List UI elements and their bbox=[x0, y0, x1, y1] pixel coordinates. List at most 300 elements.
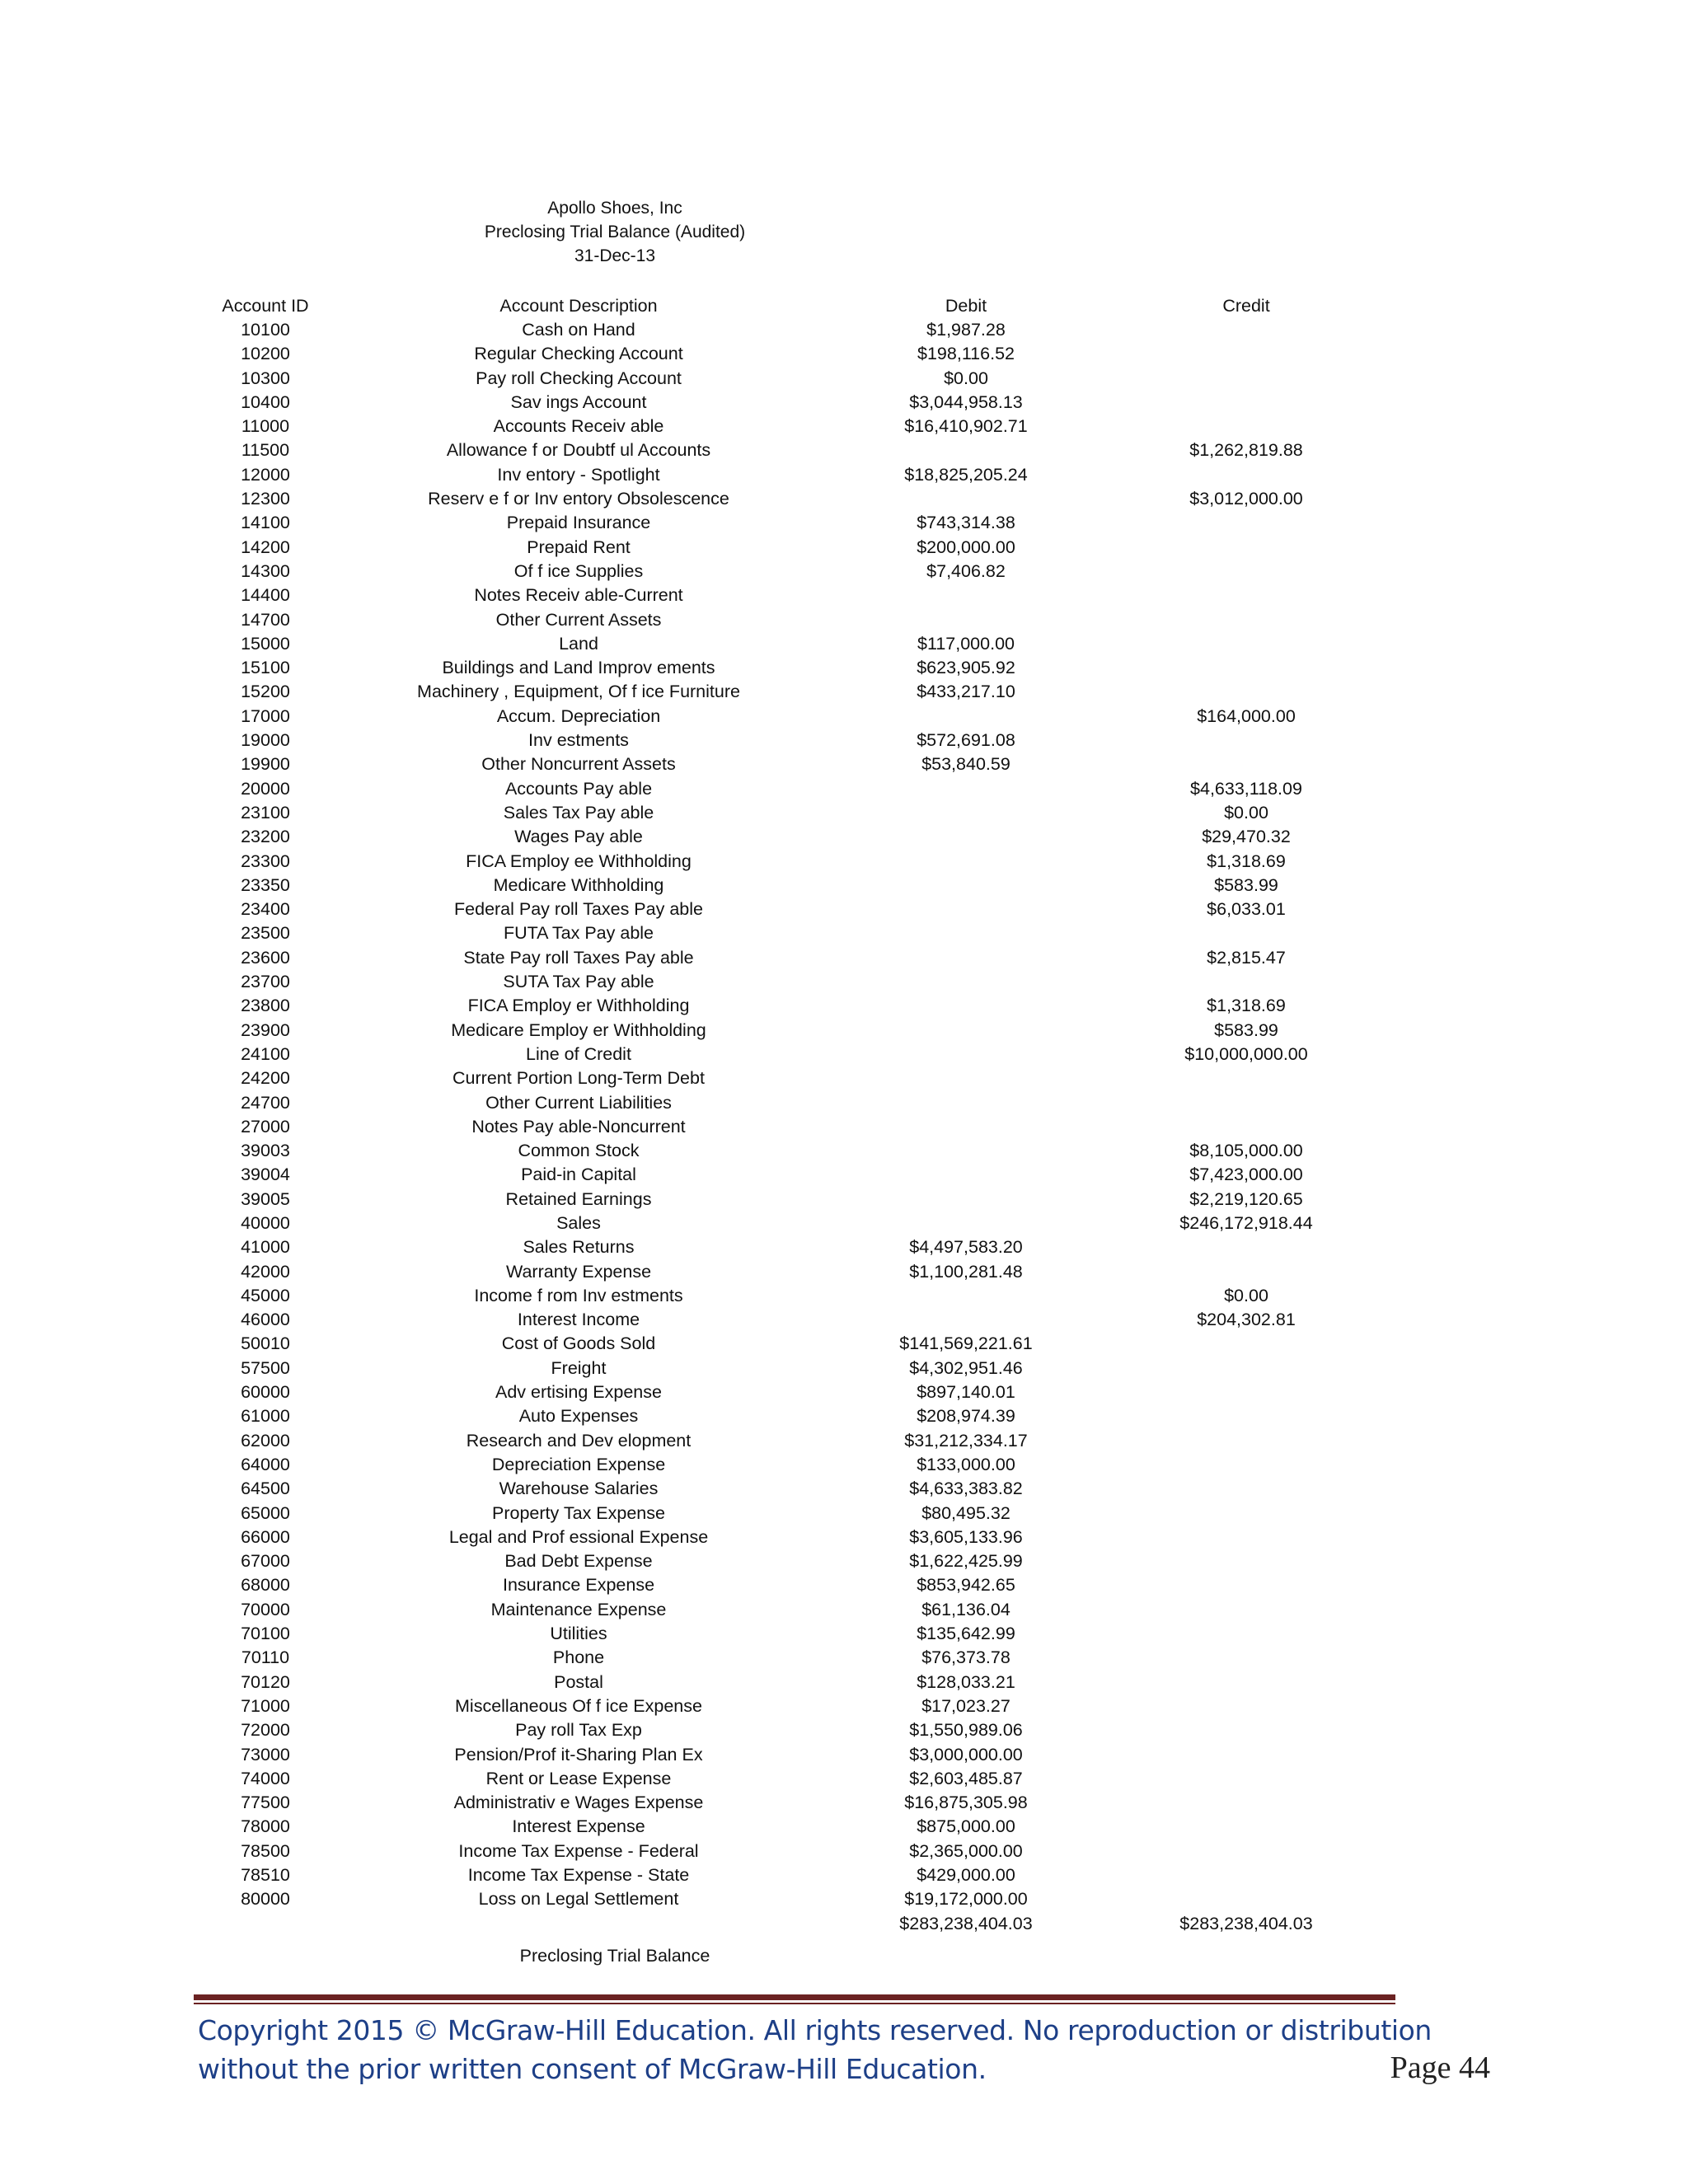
account-id: 23300 bbox=[241, 851, 290, 871]
credit-amount: $204,302.81 bbox=[1197, 1310, 1296, 1330]
total-debit: $283,238,404.03 bbox=[899, 1913, 1033, 1933]
table-row bbox=[183, 921, 1370, 945]
debit-amount: $117,000.00 bbox=[917, 633, 1015, 654]
credit-amount bbox=[1123, 656, 1370, 680]
table-row bbox=[183, 994, 1370, 1018]
debit-amount: $141,569,221.61 bbox=[899, 1333, 1033, 1354]
debit-amount bbox=[809, 850, 1123, 874]
credit-amount bbox=[1123, 1115, 1370, 1139]
company-name: Apollo Shoes, Inc bbox=[547, 199, 682, 218]
table-row bbox=[183, 1549, 1370, 1573]
credit-amount bbox=[1123, 1477, 1370, 1501]
debit-amount: $200,000.00 bbox=[917, 537, 1015, 557]
account-id: 41000 bbox=[241, 1237, 290, 1258]
debit-amount bbox=[809, 1091, 1123, 1115]
table-row bbox=[183, 1380, 1370, 1404]
report-header bbox=[0, 196, 1230, 268]
debit-amount bbox=[809, 921, 1123, 945]
account-id: 19900 bbox=[241, 754, 290, 775]
account-description: Land bbox=[559, 633, 598, 654]
account-description: Warranty Expense bbox=[505, 1261, 652, 1282]
account-description: Line of Credit bbox=[526, 1043, 631, 1064]
table-row bbox=[183, 1573, 1370, 1597]
footer-rule-thick bbox=[194, 1994, 1395, 2000]
table-row bbox=[183, 560, 1370, 583]
account-id: 39004 bbox=[241, 1165, 290, 1185]
account-description: Pension/Prof it-Sharing Plan Ex bbox=[454, 1744, 703, 1765]
debit-amount: $429,000.00 bbox=[917, 1865, 1015, 1885]
account-description: Cost of Goods Sold bbox=[501, 1333, 656, 1354]
debit-amount: $61,136.04 bbox=[921, 1599, 1010, 1619]
account-id: 61000 bbox=[241, 1406, 290, 1427]
debit-amount bbox=[809, 1163, 1123, 1187]
debit-amount: $3,044,958.13 bbox=[909, 391, 1023, 412]
table-row bbox=[183, 1308, 1370, 1332]
debit-amount bbox=[809, 705, 1123, 729]
col-header-description: Account Description bbox=[499, 295, 658, 316]
account-description: Sales Tax Pay able bbox=[503, 802, 654, 823]
credit-amount bbox=[1123, 560, 1370, 583]
credit-amount bbox=[1123, 1091, 1370, 1115]
account-id: 68000 bbox=[241, 1575, 290, 1596]
debit-amount bbox=[809, 946, 1123, 970]
credit-amount bbox=[1123, 1380, 1370, 1404]
account-id: 23900 bbox=[241, 1019, 290, 1040]
table-footer-label: Preclosing Trial Balance bbox=[519, 1946, 710, 1966]
table-row bbox=[183, 367, 1370, 391]
account-id: 40000 bbox=[241, 1212, 290, 1233]
credit-amount bbox=[1123, 632, 1370, 656]
table-row bbox=[183, 415, 1370, 438]
debit-amount: $1,622,425.99 bbox=[909, 1551, 1023, 1572]
debit-amount bbox=[809, 1043, 1123, 1066]
debit-amount: $7,406.82 bbox=[926, 560, 1006, 581]
credit-amount bbox=[1123, 511, 1370, 535]
credit-amount: $1,318.69 bbox=[1207, 996, 1286, 1016]
table-row bbox=[183, 1502, 1370, 1526]
account-description: Reserv e f or Inv entory Obsolescence bbox=[428, 489, 729, 509]
credit-amount bbox=[1123, 1840, 1370, 1863]
account-id: 39003 bbox=[241, 1141, 290, 1161]
copyright-notice bbox=[198, 2011, 1434, 2088]
account-description: Pay roll Tax Exp bbox=[515, 1720, 642, 1741]
report-title: Preclosing Trial Balance (Audited) bbox=[484, 223, 746, 241]
credit-amount: $3,012,000.00 bbox=[1189, 489, 1303, 509]
account-description: Accum. Depreciation bbox=[496, 705, 661, 726]
table-row bbox=[183, 1163, 1370, 1187]
debit-amount: $17,023.27 bbox=[921, 1695, 1010, 1716]
credit-amount bbox=[1123, 970, 1370, 994]
account-id: 23100 bbox=[241, 802, 290, 823]
account-description: Notes Pay able-Noncurrent bbox=[471, 1116, 686, 1137]
account-description: Income Tax Expense - State bbox=[467, 1865, 690, 1885]
table-row bbox=[183, 1646, 1370, 1670]
account-id: 27000 bbox=[241, 1116, 290, 1137]
debit-amount: $2,365,000.00 bbox=[909, 1840, 1023, 1861]
account-id: 78510 bbox=[241, 1865, 290, 1885]
credit-amount bbox=[1123, 415, 1370, 438]
account-description: Common Stock bbox=[518, 1141, 640, 1161]
table-row bbox=[183, 1284, 1370, 1308]
credit-amount bbox=[1123, 367, 1370, 391]
table-row bbox=[183, 1235, 1370, 1259]
table-row bbox=[183, 801, 1370, 825]
credit-amount: $583.99 bbox=[1214, 874, 1278, 895]
account-description: FICA Employ ee Withholding bbox=[466, 851, 692, 871]
debit-amount: $128,033.21 bbox=[917, 1671, 1015, 1692]
account-id: 10100 bbox=[241, 320, 290, 340]
totals-row bbox=[183, 1912, 1370, 1936]
account-description: Machinery , Equipment, Of f ice Furniture bbox=[417, 682, 740, 702]
credit-amount bbox=[1123, 536, 1370, 560]
account-description: State Pay roll Taxes Pay able bbox=[463, 947, 694, 968]
account-id: 70100 bbox=[241, 1624, 290, 1644]
account-id: 12300 bbox=[241, 489, 290, 509]
account-description: Maintenance Expense bbox=[490, 1599, 667, 1619]
account-id: 66000 bbox=[241, 1526, 290, 1547]
table-row bbox=[183, 583, 1370, 607]
table-row bbox=[183, 1260, 1370, 1284]
account-description: Current Portion Long-Term Debt bbox=[452, 1068, 705, 1089]
table-header-row bbox=[183, 293, 1370, 318]
account-description: Warehouse Salaries bbox=[499, 1479, 659, 1499]
table-row bbox=[183, 438, 1370, 462]
account-id: 23200 bbox=[241, 827, 290, 847]
account-id: 12000 bbox=[241, 464, 290, 485]
credit-amount bbox=[1123, 608, 1370, 632]
account-id: 23350 bbox=[241, 874, 290, 895]
debit-amount bbox=[809, 1284, 1123, 1308]
account-id: 11000 bbox=[241, 416, 290, 437]
table-row bbox=[183, 1139, 1370, 1163]
account-description: Interest Income bbox=[517, 1310, 640, 1330]
account-description: Auto Expenses bbox=[518, 1406, 639, 1427]
table-row bbox=[183, 825, 1370, 849]
debit-amount: $208,974.39 bbox=[917, 1406, 1015, 1427]
account-description: Buildings and Land Improv ements bbox=[442, 658, 715, 678]
debit-amount bbox=[809, 970, 1123, 994]
debit-amount: $897,140.01 bbox=[917, 1382, 1015, 1403]
account-description: Pay roll Checking Account bbox=[476, 368, 682, 388]
account-id: 24700 bbox=[241, 1092, 290, 1113]
debit-amount bbox=[809, 583, 1123, 607]
account-id: 15000 bbox=[241, 633, 290, 654]
account-description: Of f ice Supplies bbox=[513, 560, 644, 581]
debit-amount bbox=[809, 801, 1123, 825]
account-description: Phone bbox=[552, 1647, 605, 1668]
credit-amount: $583.99 bbox=[1214, 1019, 1278, 1040]
credit-amount bbox=[1123, 1718, 1370, 1742]
debit-amount: $4,302,951.46 bbox=[909, 1357, 1023, 1378]
credit-amount bbox=[1123, 1404, 1370, 1428]
debit-amount: $4,497,583.20 bbox=[909, 1237, 1023, 1258]
credit-amount bbox=[1123, 752, 1370, 776]
account-description: Insurance Expense bbox=[502, 1575, 655, 1596]
table-row bbox=[183, 391, 1370, 415]
credit-amount: $2,219,120.65 bbox=[1189, 1188, 1303, 1209]
table-row bbox=[183, 1115, 1370, 1139]
credit-amount bbox=[1123, 1743, 1370, 1767]
account-id: 10300 bbox=[241, 368, 290, 388]
table-row bbox=[183, 1622, 1370, 1646]
copyright-line-1: Copyright 2015 © McGraw-Hill Education. All rights reserved. No reproduction or distribution bbox=[198, 2014, 1432, 2046]
debit-amount: $623,905.92 bbox=[917, 658, 1015, 678]
table-row bbox=[183, 1043, 1370, 1066]
account-id: 46000 bbox=[241, 1310, 290, 1330]
account-id: 57500 bbox=[241, 1357, 290, 1378]
credit-amount bbox=[1123, 463, 1370, 487]
account-id: 80000 bbox=[241, 1889, 290, 1910]
table-row bbox=[183, 463, 1370, 487]
account-description: Paid-in Capital bbox=[521, 1165, 636, 1185]
credit-amount bbox=[1123, 1815, 1370, 1839]
debit-amount bbox=[809, 1139, 1123, 1163]
account-description: Freight bbox=[551, 1357, 607, 1378]
account-id: 14100 bbox=[241, 513, 290, 533]
credit-amount bbox=[1123, 1671, 1370, 1694]
debit-amount: $572,691.08 bbox=[917, 730, 1015, 751]
table-row bbox=[183, 536, 1370, 560]
account-description: Research and Dev elopment bbox=[466, 1430, 692, 1451]
account-id: 78500 bbox=[241, 1840, 290, 1861]
account-id: 10400 bbox=[241, 391, 290, 412]
credit-amount bbox=[1123, 1235, 1370, 1259]
account-description: Depreciation Expense bbox=[491, 1454, 666, 1474]
account-description: Wages Pay able bbox=[514, 827, 643, 847]
credit-amount bbox=[1123, 1694, 1370, 1718]
account-description: Property Tax Expense bbox=[492, 1502, 665, 1523]
account-description: Utilities bbox=[550, 1624, 607, 1644]
account-description: FICA Employ er Withholding bbox=[467, 996, 690, 1016]
debit-amount: $53,840.59 bbox=[921, 754, 1010, 775]
table-row bbox=[183, 777, 1370, 801]
debit-amount: $135,642.99 bbox=[917, 1624, 1015, 1644]
account-description: FUTA Tax Pay able bbox=[503, 923, 654, 944]
credit-amount bbox=[1123, 583, 1370, 607]
table-row bbox=[183, 1429, 1370, 1453]
debit-amount: $1,100,281.48 bbox=[909, 1261, 1023, 1282]
table-row bbox=[183, 680, 1370, 704]
account-description: Other Current Liabilities bbox=[485, 1092, 672, 1113]
account-id: 67000 bbox=[241, 1551, 290, 1572]
debit-amount: $1,550,989.06 bbox=[909, 1720, 1023, 1741]
account-description: Inv estments bbox=[528, 730, 629, 751]
account-id: 77500 bbox=[241, 1793, 290, 1813]
table-row bbox=[183, 1694, 1370, 1718]
credit-amount: $1,262,819.88 bbox=[1189, 440, 1303, 461]
account-description: Other Noncurrent Assets bbox=[481, 754, 676, 775]
debit-amount bbox=[809, 994, 1123, 1018]
debit-amount: $1,987.28 bbox=[926, 320, 1006, 340]
account-description: Prepaid Insurance bbox=[506, 513, 651, 533]
account-description: Income f rom Inv estments bbox=[474, 1285, 683, 1305]
debit-amount: $16,410,902.71 bbox=[904, 416, 1028, 437]
credit-amount bbox=[1123, 1357, 1370, 1380]
account-id: 14300 bbox=[241, 560, 290, 581]
table-row bbox=[183, 1718, 1370, 1742]
account-id: 72000 bbox=[241, 1720, 290, 1741]
debit-amount: $433,217.10 bbox=[917, 682, 1015, 702]
account-id: 42000 bbox=[241, 1261, 290, 1282]
credit-amount: $1,318.69 bbox=[1207, 851, 1286, 871]
account-id: 23600 bbox=[241, 947, 290, 968]
table-row bbox=[183, 898, 1370, 921]
debit-amount: $76,373.78 bbox=[921, 1647, 1010, 1668]
debit-amount bbox=[809, 608, 1123, 632]
table-row bbox=[183, 632, 1370, 656]
account-id: 24100 bbox=[241, 1043, 290, 1064]
debit-amount: $19,172,000.00 bbox=[904, 1889, 1028, 1910]
account-description: Interest Expense bbox=[512, 1816, 645, 1837]
credit-amount bbox=[1123, 1502, 1370, 1526]
account-id: 78000 bbox=[241, 1816, 290, 1837]
account-description: Allowance f or Doubtf ul Accounts bbox=[446, 440, 711, 461]
debit-amount bbox=[809, 1115, 1123, 1139]
account-id: 15100 bbox=[241, 658, 290, 678]
debit-amount bbox=[809, 825, 1123, 849]
table-row bbox=[183, 970, 1370, 994]
credit-amount: $0.00 bbox=[1224, 1285, 1268, 1305]
debit-amount: $3,605,133.96 bbox=[909, 1526, 1023, 1547]
account-description: Income Tax Expense - Federal bbox=[458, 1840, 699, 1861]
account-id: 19000 bbox=[241, 730, 290, 751]
account-description: Other Current Assets bbox=[495, 609, 662, 630]
account-id: 17000 bbox=[241, 705, 290, 726]
credit-amount bbox=[1123, 342, 1370, 366]
credit-amount bbox=[1123, 1598, 1370, 1622]
debit-amount bbox=[809, 1212, 1123, 1235]
credit-amount bbox=[1123, 921, 1370, 945]
account-description: Sales bbox=[556, 1212, 601, 1233]
account-description: Inv entory - Spotlight bbox=[497, 464, 660, 485]
account-description: Sales Returns bbox=[523, 1237, 635, 1258]
debit-amount: $0.00 bbox=[944, 368, 988, 388]
account-id: 62000 bbox=[241, 1430, 290, 1451]
table-row bbox=[183, 705, 1370, 729]
trial-balance-table bbox=[183, 293, 1370, 1936]
account-id: 64500 bbox=[241, 1479, 290, 1499]
account-id: 65000 bbox=[241, 1502, 290, 1523]
table-row bbox=[183, 850, 1370, 874]
account-id: 74000 bbox=[241, 1768, 290, 1788]
credit-amount bbox=[1123, 1549, 1370, 1573]
account-id: 10200 bbox=[241, 344, 290, 364]
account-description: Adv ertising Expense bbox=[495, 1382, 662, 1403]
debit-amount bbox=[809, 1019, 1123, 1043]
account-id: 70000 bbox=[241, 1599, 290, 1619]
debit-amount bbox=[809, 1308, 1123, 1332]
table-row bbox=[183, 342, 1370, 366]
table-row bbox=[183, 1477, 1370, 1501]
table-row bbox=[183, 656, 1370, 680]
account-id: 23800 bbox=[241, 996, 290, 1016]
credit-amount: $0.00 bbox=[1224, 802, 1268, 823]
account-id: 39005 bbox=[241, 1188, 290, 1209]
credit-amount: $8,105,000.00 bbox=[1189, 1141, 1303, 1161]
table-row bbox=[183, 1066, 1370, 1090]
account-description: Postal bbox=[554, 1671, 603, 1692]
col-header-debit: Debit bbox=[945, 295, 987, 316]
col-header-credit: Credit bbox=[1222, 295, 1270, 316]
credit-amount bbox=[1123, 1332, 1370, 1356]
account-id: 20000 bbox=[241, 778, 290, 799]
debit-amount: $875,000.00 bbox=[917, 1816, 1015, 1837]
account-id: 60000 bbox=[241, 1382, 290, 1403]
debit-amount: $3,000,000.00 bbox=[909, 1744, 1023, 1765]
debit-amount bbox=[809, 777, 1123, 801]
table-row bbox=[183, 1598, 1370, 1622]
account-id: 11500 bbox=[241, 440, 290, 461]
totals-spacer bbox=[348, 1912, 809, 1936]
account-id: 15200 bbox=[241, 682, 290, 702]
account-description: Legal and Prof essional Expense bbox=[448, 1526, 709, 1547]
credit-amount bbox=[1123, 1066, 1370, 1090]
account-id: 71000 bbox=[241, 1695, 290, 1716]
table-row bbox=[183, 1453, 1370, 1477]
credit-amount bbox=[1123, 1887, 1370, 1911]
account-id: 70110 bbox=[241, 1647, 290, 1668]
table-row bbox=[183, 1815, 1370, 1839]
account-description: Loss on Legal Settlement bbox=[478, 1889, 679, 1910]
table-row bbox=[183, 511, 1370, 535]
credit-amount bbox=[1123, 1573, 1370, 1597]
totals-spacer bbox=[183, 1912, 348, 1936]
account-description: Regular Checking Account bbox=[474, 344, 683, 364]
table-row bbox=[183, 946, 1370, 970]
credit-amount: $7,423,000.00 bbox=[1189, 1165, 1303, 1185]
table-row bbox=[183, 1671, 1370, 1694]
account-description: Accounts Pay able bbox=[504, 778, 653, 799]
account-description: Notes Receiv able-Current bbox=[474, 585, 683, 606]
account-id: 50010 bbox=[241, 1333, 290, 1354]
table-row bbox=[183, 1526, 1370, 1549]
credit-amount bbox=[1123, 318, 1370, 342]
debit-amount: $198,116.52 bbox=[917, 344, 1015, 364]
account-description: Rent or Lease Expense bbox=[485, 1768, 672, 1788]
account-description: Accounts Receiv able bbox=[493, 416, 664, 437]
table-row bbox=[183, 1791, 1370, 1815]
page-number: Page 44 bbox=[1390, 2050, 1490, 2085]
report-date: 31-Dec-13 bbox=[574, 246, 656, 265]
credit-amount bbox=[1123, 1453, 1370, 1477]
debit-amount: $853,942.65 bbox=[917, 1575, 1015, 1596]
table-row bbox=[183, 1743, 1370, 1767]
credit-amount bbox=[1123, 1767, 1370, 1791]
debit-amount: $16,875,305.98 bbox=[904, 1793, 1028, 1813]
table-row bbox=[183, 1091, 1370, 1115]
credit-amount: $2,815.47 bbox=[1207, 947, 1286, 968]
credit-amount: $164,000.00 bbox=[1197, 705, 1296, 726]
credit-amount bbox=[1123, 1429, 1370, 1453]
debit-amount bbox=[809, 487, 1123, 511]
table-row bbox=[183, 487, 1370, 511]
account-description: Medicare Employ er Withholding bbox=[451, 1019, 706, 1040]
account-id: 73000 bbox=[241, 1744, 290, 1765]
credit-amount: $4,633,118.09 bbox=[1190, 778, 1302, 799]
table-row bbox=[183, 1212, 1370, 1235]
table-row bbox=[183, 608, 1370, 632]
debit-amount: $2,603,485.87 bbox=[909, 1768, 1023, 1788]
debit-amount bbox=[809, 1188, 1123, 1212]
table-row bbox=[183, 1863, 1370, 1887]
account-id: 14700 bbox=[241, 609, 290, 630]
debit-amount: $80,495.32 bbox=[921, 1502, 1010, 1523]
credit-amount bbox=[1123, 1646, 1370, 1670]
account-id: 45000 bbox=[241, 1285, 290, 1305]
account-description: Federal Pay roll Taxes Pay able bbox=[454, 899, 703, 920]
account-id: 14400 bbox=[241, 585, 290, 606]
table-row bbox=[183, 1019, 1370, 1043]
